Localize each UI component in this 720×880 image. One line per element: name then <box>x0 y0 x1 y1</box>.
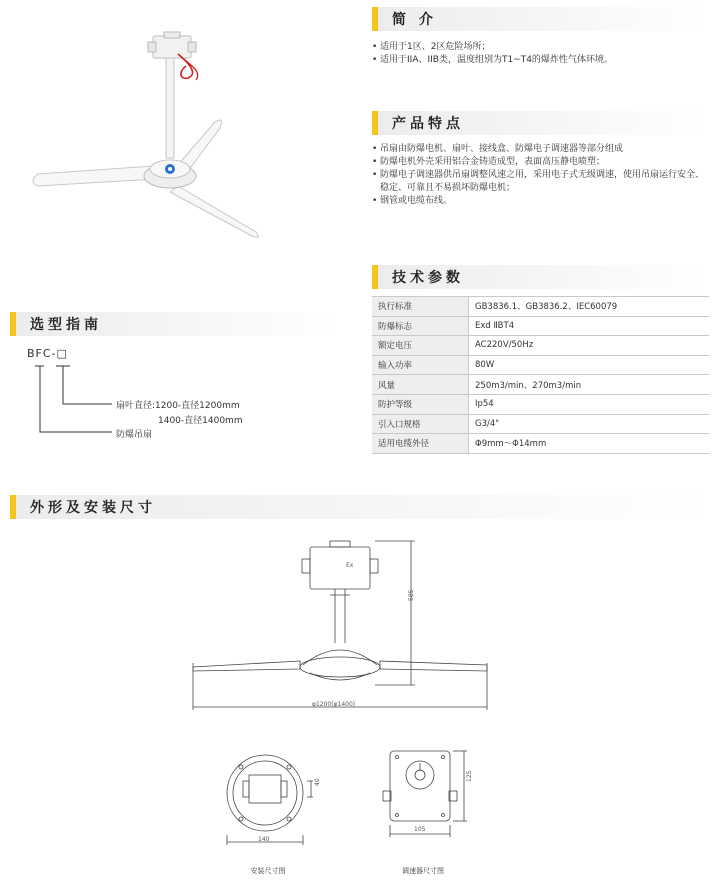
table-row: 引入口规格 G3/4" <box>372 414 709 434</box>
product-type-label: 防爆吊扇 <box>116 430 153 440</box>
model-code-leader-lines <box>30 360 120 440</box>
table-row: 风量 250m3/min、270m3/min <box>372 375 709 395</box>
features-header <box>372 111 709 135</box>
dimensions-header <box>10 495 710 519</box>
fan-outline-drawing <box>185 535 505 715</box>
box-ex-label: Ex <box>346 562 354 569</box>
list-item: • 防爆电机外壳采用铝合金铸造成型，表面高压静电喷塑； <box>372 156 709 169</box>
controller-width-label: 105 <box>414 826 426 833</box>
fan-height-label: ~585 <box>408 589 415 606</box>
list-item: • 防爆电子调速器供吊扇调整风速之用，采用电子式无级调速，使用吊扇运行安全、稳定、可靠且不易损坏防爆电机； <box>372 169 709 195</box>
controller-caption: 调速器尺寸图 <box>402 867 444 875</box>
mount-caption: 安装尺寸图 <box>250 867 286 875</box>
specs-table <box>372 296 709 454</box>
controller-height-label: 125 <box>466 770 473 782</box>
table-row: 执行标准 GB3836.1、GB3836.2、IEC60079 <box>372 297 709 317</box>
controller-drawing <box>375 745 475 855</box>
intro-list <box>372 41 709 67</box>
intro-title: 简 介 <box>392 12 437 28</box>
mount-drawing <box>215 745 335 855</box>
table-row: 额定电压 AC220V/50Hz <box>372 336 709 356</box>
blade-diameter-line1: 扇叶直径:1200-直径1200mm <box>116 401 240 411</box>
selection-title: 选型指南 <box>30 317 102 333</box>
dimensions-title: 外形及安装尺寸 <box>30 500 156 516</box>
table-row: 防护等级 Ip54 <box>372 394 709 414</box>
mount-width-label: 140 <box>258 836 270 843</box>
ceiling-fan-photo <box>20 14 280 244</box>
table-row: 适用电缆外径 Φ9mm～Φ14mm <box>372 434 709 454</box>
blade-diameter-line2: 1400-直径1400mm <box>158 416 243 426</box>
fan-span-label: φ1200(φ1400) <box>312 701 356 708</box>
list-item: • 适用于IIA、IIB类，温度组别为T1~T4的爆炸性气体环境。 <box>372 54 709 67</box>
list-item: • 钢管或电缆布线。 <box>372 195 709 208</box>
features-list <box>372 143 709 208</box>
specs-header <box>372 265 709 289</box>
list-item: • 适用于1区、2区危险场所； <box>372 41 709 54</box>
model-code: BFC-□ <box>27 347 68 360</box>
features-title: 产品特点 <box>392 116 464 132</box>
mount-depth-label: 40 <box>314 778 321 786</box>
table-row: 输入功率 80W <box>372 355 709 375</box>
intro-header <box>372 7 709 31</box>
table-row: 防爆标志 Exd ⅡBT4 <box>372 316 709 336</box>
selection-header <box>10 312 340 336</box>
specs-title: 技术参数 <box>392 270 464 286</box>
list-item: • 吊扇由防爆电机、扇叶、接线盒、防爆电子调速器等部分组成 <box>372 143 709 156</box>
